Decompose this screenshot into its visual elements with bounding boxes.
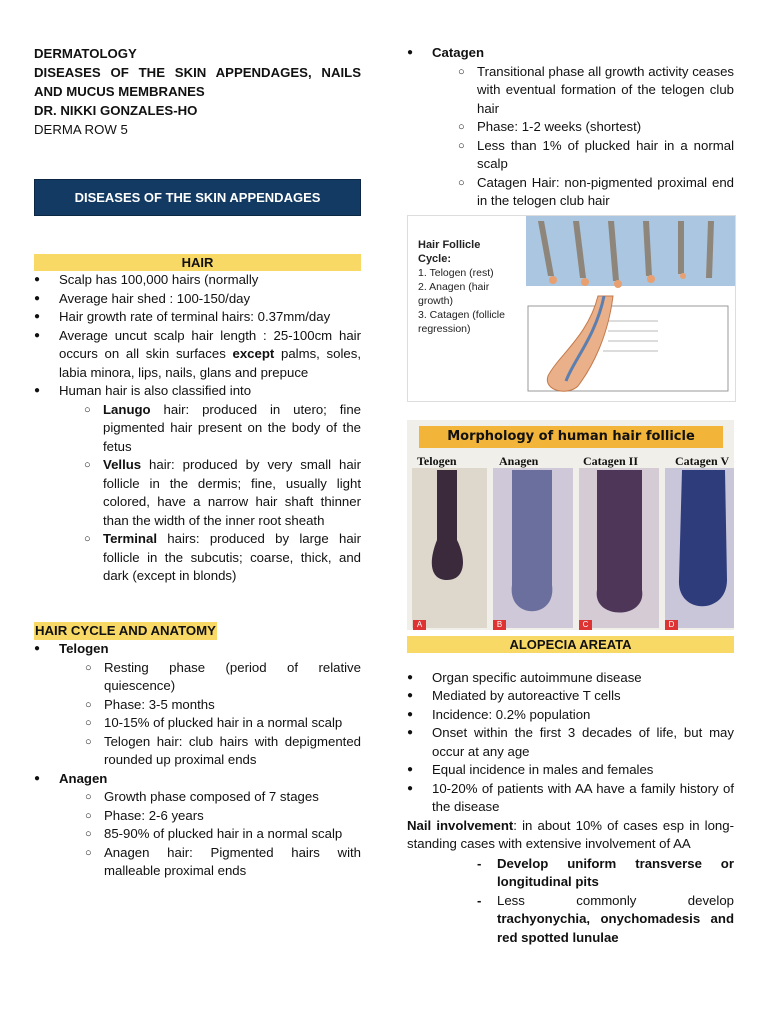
panel-label: Catagen II — [583, 453, 639, 468]
hair-heading: HAIR — [34, 254, 361, 271]
left-column — [34, 44, 361, 881]
panel-label: Catagen V — [675, 453, 730, 468]
figure-line: 3. Catagen (follicle regression) — [418, 308, 505, 335]
finding-text: Develop uniform transverse or longitudinal pits — [497, 855, 734, 889]
list-item: ○ Growth phase composed of 7 stages — [59, 788, 361, 807]
uncut-text-end: palms, soles, labia minora, lips, nails, glans and prepuce — [59, 346, 361, 380]
header-lecturer: DR. NIKKI GONZALES-HO — [34, 103, 198, 118]
alopecia-list — [387, 669, 734, 817]
list-item — [14, 770, 361, 881]
panel-label: Telogen — [417, 453, 457, 468]
nail-label: Nail involvement — [407, 817, 514, 833]
list-item: ● Onset within the first 3 decades of life, but may occur at any age — [387, 724, 734, 761]
anagen-list — [59, 788, 361, 881]
section-banner: DISEASES OF THE SKIN APPENDAGES — [34, 179, 361, 216]
list-item: ○ Less than 1% of plucked hair in a normal scalp — [432, 137, 734, 174]
list-item: ○ Resting phase (period of relative quiescence) — [59, 659, 361, 696]
right-column — [407, 44, 734, 947]
list-item: ○ Telogen hair: club hairs with depigmented rounded up proximal ends — [59, 733, 361, 770]
figure-title: Morphology of human hair follicle — [419, 426, 723, 448]
panel-letter: D — [665, 620, 678, 630]
cycle-list — [14, 640, 361, 881]
phase-name: Telogen — [59, 641, 109, 656]
list-item: ● Hair growth rate of terminal hairs: 0.37mm/day — [14, 308, 361, 327]
nail-findings-list — [407, 855, 734, 948]
type-desc: hair: produced in utero; fine pigmented hair present on the body of the fetus — [103, 401, 361, 454]
list-item: ● Equal incidence in males and females — [387, 761, 734, 780]
phase-name: Catagen — [432, 45, 485, 60]
micrograph-panels — [407, 420, 734, 630]
uncut-bold: except — [232, 346, 275, 361]
header-subject: DERMATOLOGY — [34, 46, 137, 61]
list-item — [58, 456, 361, 530]
catagen-section — [387, 44, 734, 211]
catagen-list — [432, 63, 734, 211]
list-item — [407, 855, 734, 892]
list-item: ○ Catagen Hair: non-pigmented proximal end in the telogen club hair — [432, 174, 734, 211]
list-item: ● Average hair shed : 100-150/day — [14, 290, 361, 309]
hair-follicle-morphology-figure — [407, 420, 734, 630]
list-item — [407, 892, 734, 948]
list-item — [14, 382, 361, 586]
list-item — [58, 401, 361, 457]
list-item: ○ Phase: 1-2 weeks (shortest) — [432, 118, 734, 137]
list-item: ● Scalp has 100,000 hairs (normally — [14, 271, 361, 290]
list-item — [14, 327, 361, 383]
header-topic: DISEASES OF THE SKIN APPENDAGES, NAILS AND MUCUS MEMBRANES — [34, 65, 361, 99]
list-item: ○ Transitional phase all growth activity ceases with eventual formation of the telogen club hair — [432, 63, 734, 119]
alopecia-heading: ALOPECIA AREATA — [407, 636, 734, 653]
list-item: ● 10-20% of patients with AA have a family history of the disease — [387, 780, 734, 817]
list-item: ● Incidence: 0.2% population — [387, 706, 734, 725]
type-desc: hair: produced by very small hair follicle in the dermis; fine, usually light colored, have a narrow hair shaft thinner than the width of the inner root sheath — [103, 457, 361, 528]
list-item — [387, 44, 734, 211]
finding-text: Less commonly develop — [497, 892, 734, 908]
document-header — [34, 44, 361, 139]
list-item: ○ Phase: 2-6 years — [59, 807, 361, 826]
type-name: Vellus — [103, 457, 142, 472]
list-item: ○ Phase: 3-5 months — [59, 696, 361, 715]
follicle-diagram — [408, 216, 735, 401]
list-item: ○ Anagen hair: Pigmented hairs with malleable proximal ends — [59, 844, 361, 881]
type-name: Terminal — [103, 531, 157, 546]
list-item: ● Organ specific autoimmune disease — [387, 669, 734, 688]
figure-line: 1. Telogen (rest) — [418, 266, 494, 279]
panel-label: Anagen — [499, 453, 539, 468]
nail-text: : in about 10% of cases esp in long-standing cases with extensive involvement of AA — [407, 817, 734, 851]
type-desc: hairs: produced by large hair follicle in the subcutis; coarse, thick, and dark (except in blonds) — [103, 531, 361, 583]
hair-list — [14, 271, 361, 586]
hair-follicle-cycle-figure — [407, 215, 736, 402]
list-item: ● Mediated by autoreactive T cells — [387, 687, 734, 706]
figure-line: 2. Anagen (hair growth) — [418, 280, 490, 307]
list-item — [58, 530, 361, 586]
hair-types-list — [58, 401, 361, 586]
panel-letter: A — [413, 620, 426, 630]
header-group: DERMA ROW 5 — [34, 122, 128, 137]
type-name: Lanugo — [103, 401, 151, 417]
finding-bold: trachyonychia, onychomadesis and red spotted lunulae — [497, 911, 734, 945]
figure-title: Hair Follicle Cycle: — [418, 238, 481, 265]
classified-text: Human hair is also classified into — [59, 383, 252, 398]
list-item: ○ 85-90% of plucked hair in a normal scalp — [59, 825, 361, 844]
list-item — [14, 640, 361, 770]
phase-name: Anagen — [59, 770, 108, 786]
cycle-heading: HAIR CYCLE AND ANATOMY — [34, 622, 217, 641]
cycle-heading-wrap — [34, 622, 361, 641]
panel-letter: C — [579, 620, 592, 630]
list-item: ○ 10-15% of plucked hair in a normal scalp — [59, 714, 361, 733]
panel-letter: B — [493, 620, 506, 630]
nail-involvement — [407, 817, 734, 854]
uncut-text: Average uncut scalp hair length : 25-100cm hair occurs on all skin surfaces — [59, 327, 361, 361]
telogen-list — [59, 659, 361, 770]
